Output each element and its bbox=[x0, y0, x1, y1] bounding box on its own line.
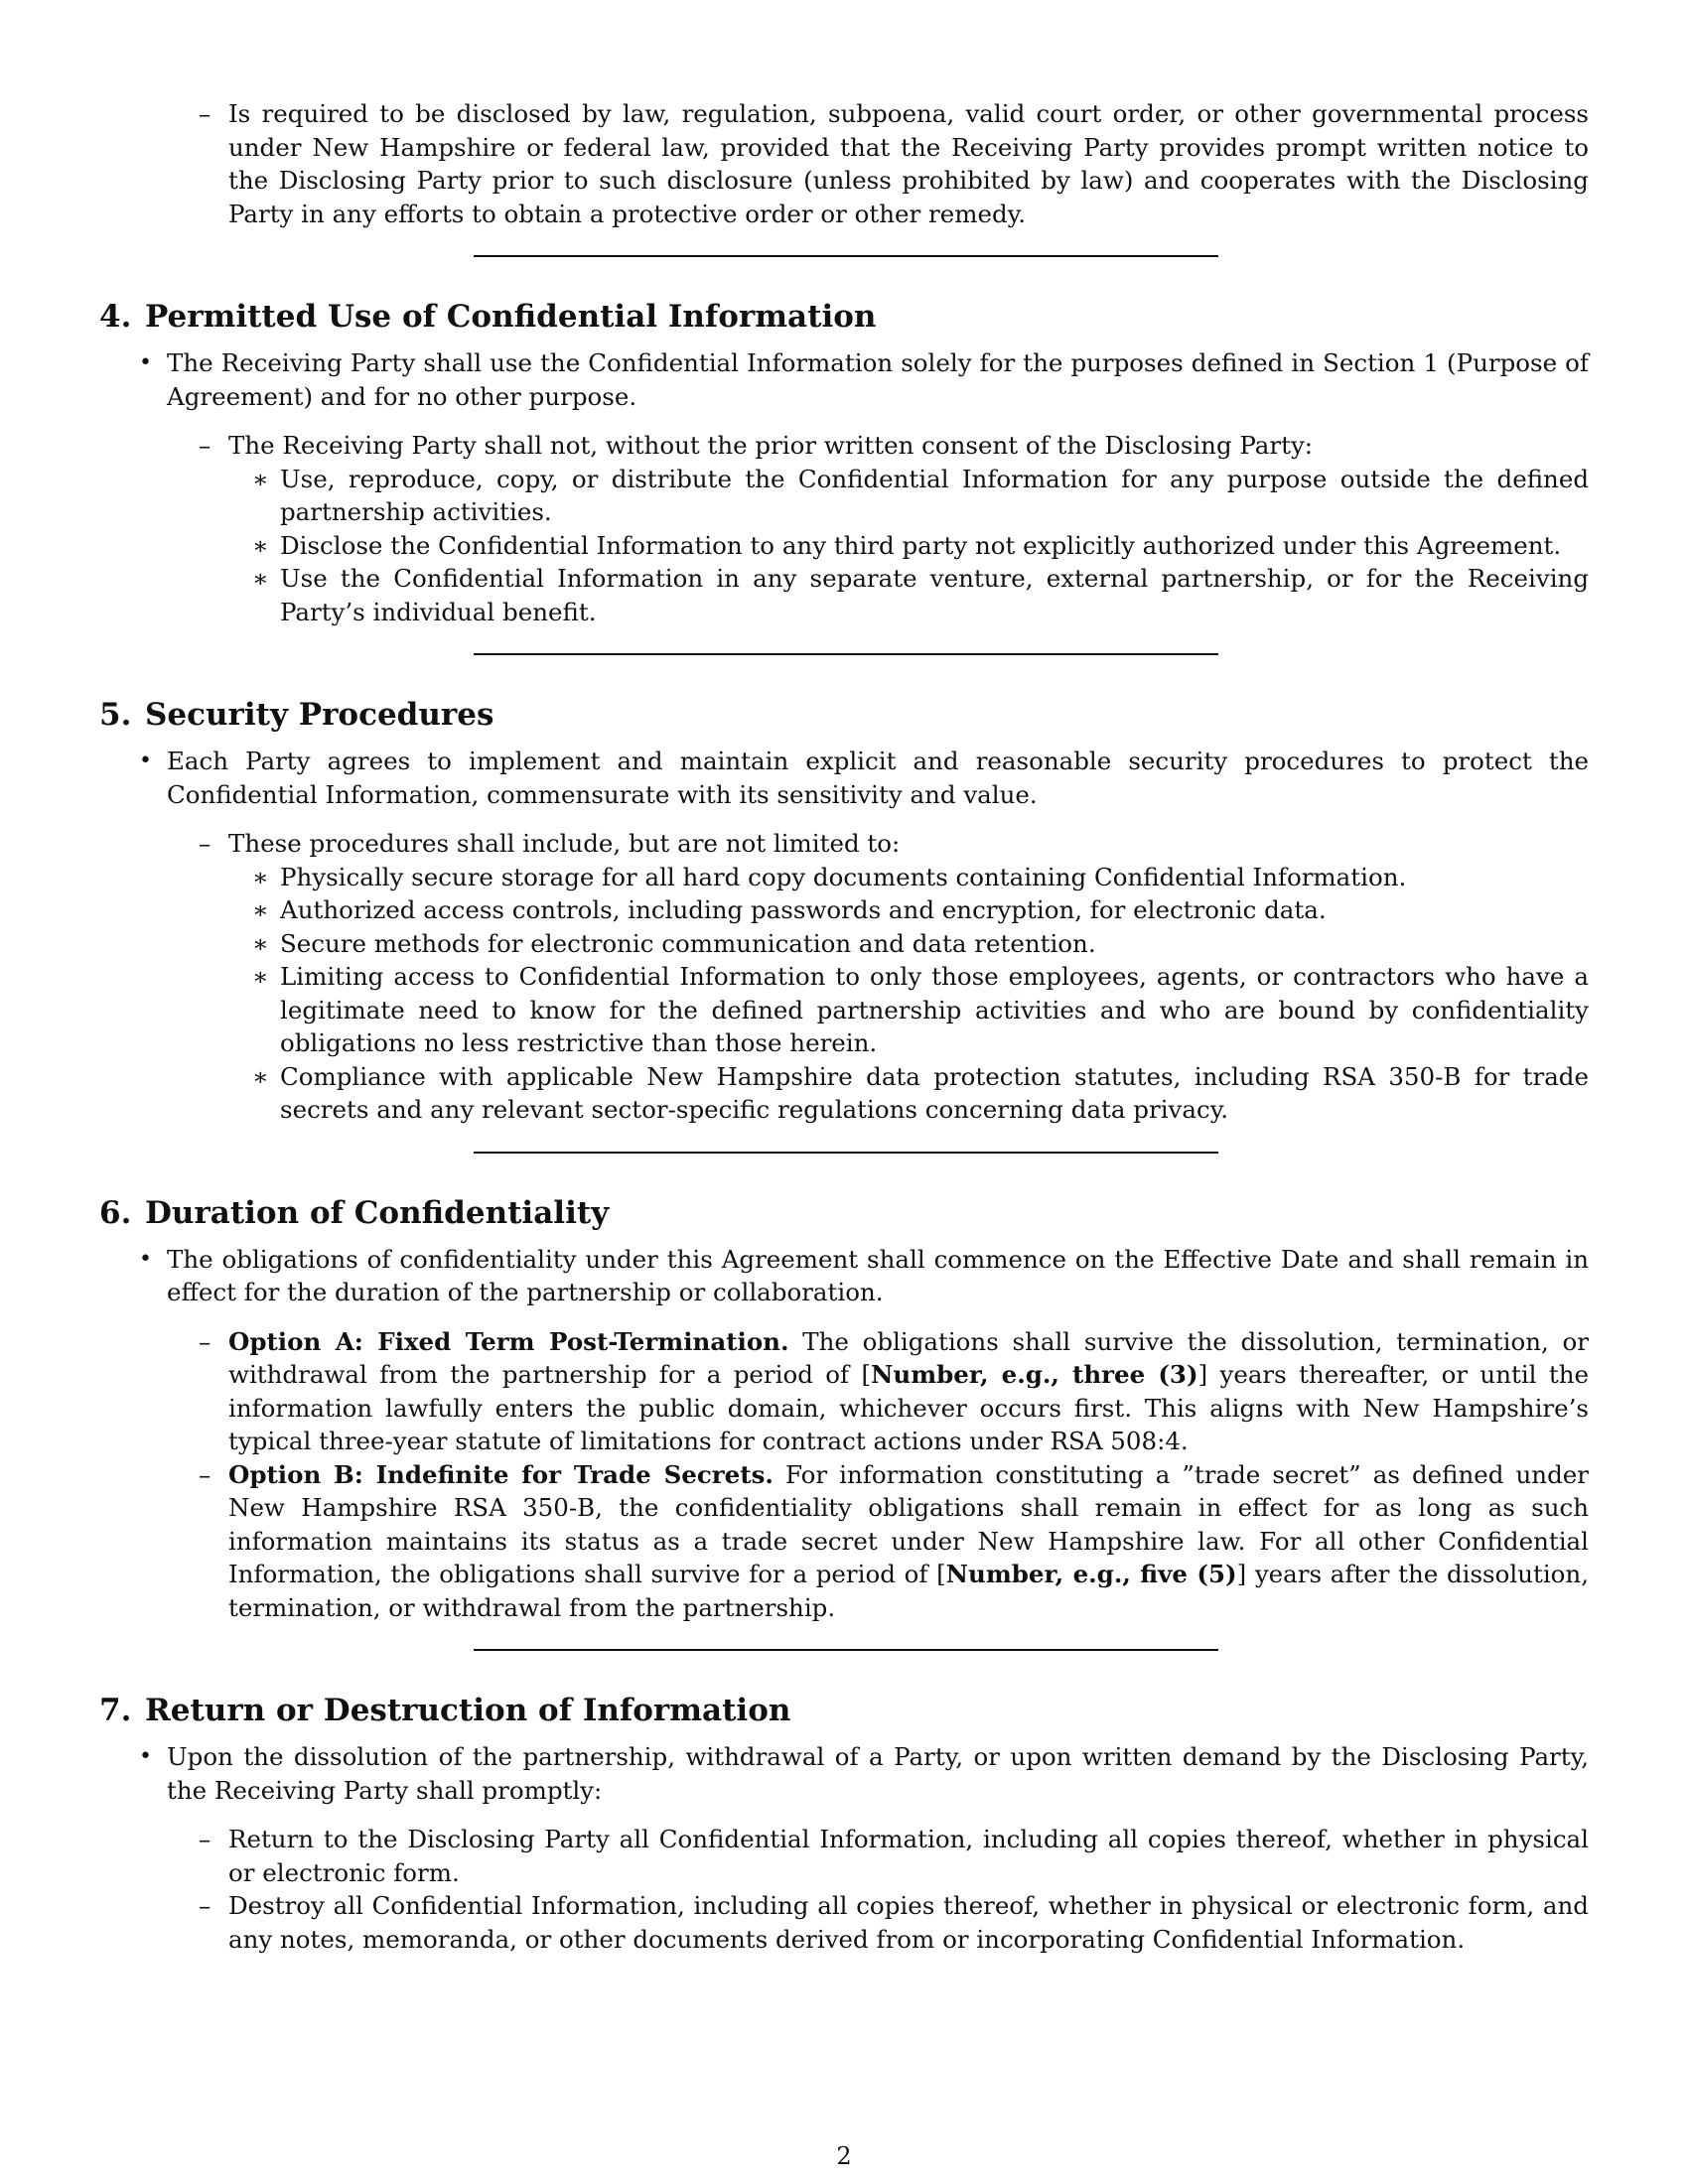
option-a-item: – Option A: Fixed Term Post-Termination. The obligations shall survive the dissolution, termination, or withdrawal from the partnership for a period of [Number, e.g., three (3)] years thereafter, or until the information lawfully enters the public domain, whichever occurs first. This aligns with New Hampshire’s typical three-year statute of limitations for contract actions under RSA 508:4. bbox=[228, 1325, 1589, 1458]
section-5-heading: 5. Security Procedures bbox=[99, 697, 494, 733]
section-divider bbox=[474, 653, 1218, 655]
section-4-list-item: ∗ Use, reproduce, copy, or distribute the Confidential Information for any purpose outside the defined partnership activities. bbox=[280, 463, 1589, 529]
option-b-placeholder: Number, e.g., five (5) bbox=[945, 1560, 1237, 1588]
option-b-item: – Option B: Indefinite for Trade Secrets. For information constituting a ”trade secret” as defined under New Hampshire RSA 350-B, the confidentiality obligations shall remain in effect for as long as such information maintains its status as a trade secret under New Hampshire law. For all other Confidential Information, the obligations shall survive for a period of [Number, e.g., five (5)] years after the dissolution, termination, or withdrawal from the partnership. bbox=[228, 1458, 1589, 1625]
option-b-label: Option B: Indefinite for Trade Secrets. bbox=[228, 1459, 774, 1489]
section-divider bbox=[474, 255, 1218, 257]
option-a-label: Option A: Fixed Term Post-Termination. bbox=[228, 1326, 789, 1356]
section-5-bullet: • Each Party agrees to implement and maintain explicit and reasonable security procedures to protect the Confidential Information, commensurate with its sensitivity and value. bbox=[167, 745, 1589, 811]
page-number: 2 bbox=[836, 2142, 852, 2170]
section-4-bullet: • The Receiving Party shall use the Confidential Information solely for the purposes defined in Section 1 (Purpose of Agreement) and for no other purpose. bbox=[167, 346, 1589, 413]
section-7-heading: 7. Return or Destruction of Information bbox=[99, 1693, 791, 1728]
section-7-list-item: – Destroy all Confidential Information, including all copies thereof, whether in physical or electronic form, and any notes, memoranda, or other documents derived from or incorporating Confidential Information. bbox=[228, 1889, 1589, 1956]
section-4-list-item: ∗ Use the Confidential Information in any separate venture, external partnership, or for the Receiving Party’s individual benefit. bbox=[280, 562, 1589, 628]
document-page bbox=[99, 97, 1589, 1956]
section-divider bbox=[474, 1649, 1218, 1651]
section-4-list-item: ∗ Disclose the Confidential Information to any third party not explicitly authorized under this Agreement. bbox=[280, 529, 1589, 563]
section-7-list-item: – Return to the Disclosing Party all Confidential Information, including all copies thereof, whether in physical or electronic form. bbox=[228, 1823, 1589, 1889]
section-5-list-item: ∗ Physically secure storage for all hard copy documents containing Confidential Information. bbox=[280, 861, 1589, 894]
section-4-sub-item: – The Receiving Party shall not, without the prior written consent of the Disclosing Party: bbox=[228, 429, 1589, 463]
section-5-sub-item: – These procedures shall include, but are not limited to: bbox=[228, 827, 1589, 861]
section-divider bbox=[474, 1152, 1218, 1154]
section-7-bullet: • Upon the dissolution of the partnership, withdrawal of a Party, or upon written demand by the Disclosing Party, the Receiving Party shall promptly: bbox=[167, 1740, 1589, 1807]
section-4-heading: 4. Permitted Use of Confidential Information bbox=[99, 299, 877, 335]
section-5-list-item: ∗ Secure methods for electronic communication and data retention. bbox=[280, 927, 1589, 961]
option-a-placeholder: Number, e.g., three (3) bbox=[871, 1360, 1198, 1389]
section-5-list-item: ∗ Compliance with applicable New Hampshire data protection statutes, including RSA 350-B for trade secrets and any relevant sector-specific regulations concerning data privacy. bbox=[280, 1060, 1589, 1127]
section-5-list-item: ∗ Authorized access controls, including passwords and encryption, for electronic data. bbox=[280, 893, 1589, 927]
disclosure-exception-item: – Is required to be disclosed by law, regulation, subpoena, valid court order, or other governmental process under New Hampshire or federal law, provided that the Receiving Party provides prompt written notice to the Disclosing Party prior to such disclosure (unless prohibited by law) and cooperates with the Disclosing Party in any efforts to obtain a protective order or other remedy. bbox=[228, 97, 1589, 230]
section-6-heading: 6. Duration of Confidentiality bbox=[99, 1194, 610, 1231]
section-5-list-item: ∗ Limiting access to Confidential Information to only those employees, agents, or contractors who have a legitimate need to know for the defined partnership activities and who are bound by confidentiality obligations no less restrictive than those herein. bbox=[280, 960, 1589, 1060]
section-6-bullet: • The obligations of confidentiality under this Agreement shall commence on the Effective Date and shall remain in effect for the duration of the partnership or collaboration. bbox=[167, 1243, 1589, 1309]
